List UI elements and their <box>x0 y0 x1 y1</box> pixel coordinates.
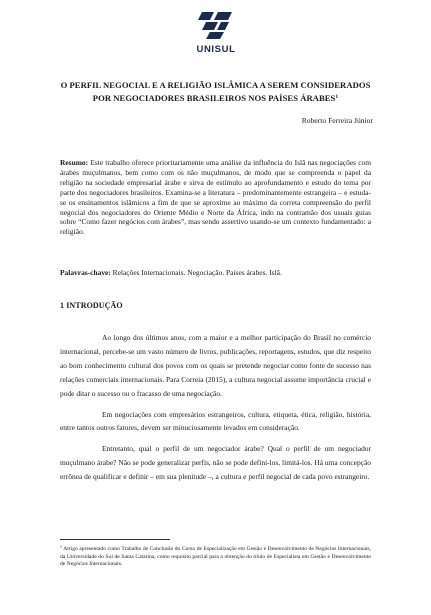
section-heading: 1 INTRODUÇÃO <box>60 301 123 310</box>
footnote <box>60 543 371 569</box>
article-title <box>60 80 371 104</box>
section-body <box>60 331 371 484</box>
abstract-text: Este trabalho oferece prioritariamente uma análise da influência do Islã nas negociações com árabes muçulmanos, bem como com os não muçulmanos, de modo que se compreenda o papel da religião na sociedade empresarial árabe e sirva de estímulo ao aprofundamento e estudo do tema por parte dos negociadores brasileiros. Examina-se a literatura – predominantemente estrangeira – e estuda-se os ensinamentos islâmicos a fim de que se aproxime ao máximo da correta compreensão do perfil negocial dos negociadores do Oriente Médio e Norte da África, indo na contramão dos usuais guias sobre “Como fazer negócios com árabes”, mas sendo assertivo usando-se um contexto fundamentado: a religião. <box>60 158 372 237</box>
unisul-emblem-icon <box>188 8 244 44</box>
title-footnote-marker: 1 <box>335 93 339 100</box>
unisul-logo <box>188 8 244 56</box>
abstract <box>60 158 371 237</box>
body-paragraph: Entretanto, qual o perfil de um negociador árabe? Qual o perfil de um negociador muçulmano árabe? Não se pode generalizar perfis, não se pode defini-los, limitá-los. Há uma concepção errônea de qualificar e definir – em sua plenitude –, a cultura e perfil negocial de cada povo estrangeiro. <box>60 444 371 482</box>
footnote-marker: 1 <box>60 544 62 549</box>
logo-wordmark: UNISUL <box>196 44 236 55</box>
body-paragraph: Em negociações com empresários estrangeiros, cultura, etiqueta, ética, religião, história, entre tantos outros fatores, devem ser minuciosamente levados em consideração. <box>60 409 371 433</box>
footnote-text: Artigo apresentado como Trabalho de Conclusão do Curso de Especialização em Gestão e Desenvolvimento de Negócios Internacionais, da Universidade do Sul de Santa Catarina, como requisito parcial para a obtenção do título de Especialista em Gestão e Desenvolvimento de Negócios Internacionais. <box>60 546 372 568</box>
abstract-label: Resumo: <box>60 158 89 167</box>
author-name: Roberto Ferreira Júnior <box>301 116 373 125</box>
keywords-label: Palavras-chave: <box>60 268 111 277</box>
article-title-text: O PERFIL NEGOCIAL E A RELIGIÃO ISLÂMICA A SEREM CONSIDERADOS POR NEGOCIADORES BRASILEIROS NOS PAÍSES ÁRABES <box>60 80 371 103</box>
keywords <box>60 268 371 278</box>
body-paragraph: Ao longo dos últimos anos, com a maior e a melhor participação do Brasil no comércio internacional, percebe-se um vasto número de livros, publicações, reportagens, estudos, que diz respeito ao bom conhecimento cultural dos povos com os quais se pretende negociar como fonte de sucesso nas relações comerciais internacionais. Para Correia (2015), a cultura negocial assume importância crucial e pode ditar o sucesso ou o fracasso de uma negociação. <box>60 333 371 398</box>
footnote-divider <box>60 539 170 540</box>
keywords-text: Relações Internacionais. Negociação. Países árabes. Islã. <box>112 268 282 277</box>
